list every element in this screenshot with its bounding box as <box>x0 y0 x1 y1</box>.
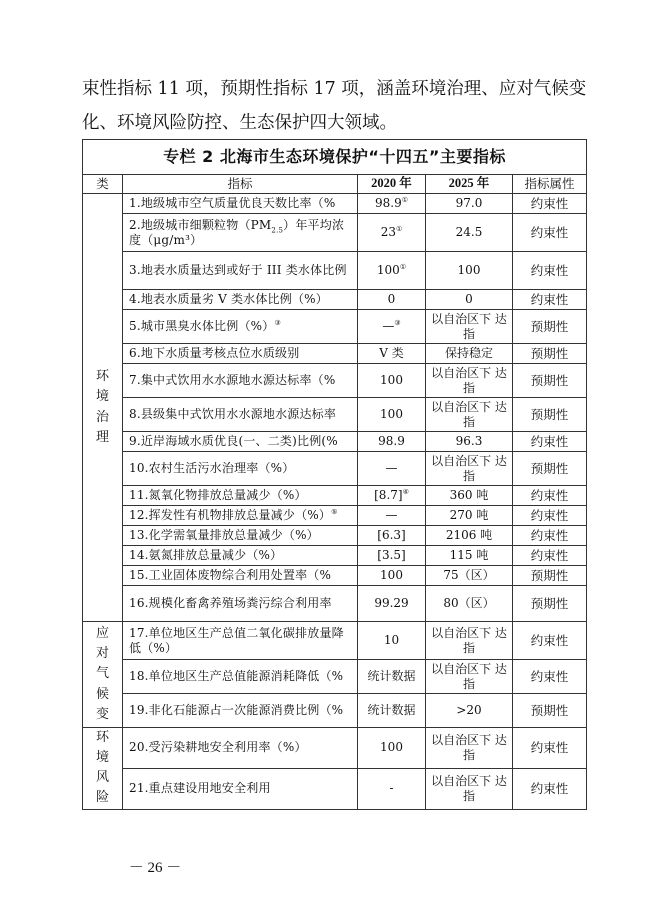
indicator-name-text: 15.工业固体废物综合利用处置率（% <box>129 568 332 582</box>
indicator-name-text: 9.近岸海域水质优良(一、二类)比例(% <box>129 434 338 448</box>
value-2020-text: 统计数据 <box>367 669 416 683</box>
value-2020 <box>358 194 426 214</box>
indicator-attribute: 约束性 <box>513 526 587 546</box>
value-2020-text: 23 <box>380 225 396 239</box>
indicator-name <box>123 586 358 622</box>
value-2025: 24.5 <box>426 214 513 252</box>
indicator-name-text: 14.氨氮排放总量减少（%） <box>129 548 283 562</box>
indicator-attribute: 约束性 <box>513 252 587 290</box>
indicator-name <box>123 252 358 290</box>
value-2025: 0 <box>426 290 513 310</box>
indicator-attribute: 约束性 <box>513 486 587 506</box>
footnote-marker: ① <box>396 225 403 233</box>
header-indicator: 指标 <box>123 175 358 194</box>
value-2025: 100 <box>426 252 513 290</box>
value-2020 <box>358 452 426 486</box>
table-row <box>83 694 587 728</box>
table-row <box>83 310 587 344</box>
value-2025: 75（区） <box>426 566 513 586</box>
indicator-name <box>123 194 358 214</box>
indicator-name <box>123 344 358 364</box>
indicator-name-text: 13.化学需氧量排放总量减少（%） <box>129 528 319 542</box>
value-2020 <box>358 252 426 290</box>
indicator-name <box>123 452 358 486</box>
value-2020 <box>358 694 426 728</box>
value-2020-text: 0 <box>387 292 396 306</box>
value-2020 <box>358 660 426 694</box>
value-2025: >20 <box>426 694 513 728</box>
value-2020-text: 10 <box>383 633 400 647</box>
value-2025: 以自治区下 达指 <box>426 364 513 398</box>
category-label: 环境风险 <box>96 730 110 806</box>
table-row <box>83 586 587 622</box>
indicator-name <box>123 546 358 566</box>
value-2020 <box>358 486 426 506</box>
indicator-attribute: 预期性 <box>513 452 587 486</box>
indicator-attribute: 约束性 <box>513 546 587 566</box>
indicator-attribute: 约束性 <box>513 290 587 310</box>
table-row <box>83 728 587 769</box>
indicator-name-text: 4.地表水质量劣 V 类水体比例（%） <box>129 292 328 306</box>
table-row <box>83 252 587 290</box>
footnote-marker: ① <box>401 196 408 204</box>
indicator-name-tail: ）年平均浓 度（μg/m³） <box>129 217 345 247</box>
value-2025: 以自治区下 达指 <box>426 660 513 694</box>
value-2020-text: 98.9 <box>378 434 405 448</box>
indicator-name <box>123 214 358 252</box>
table-row <box>83 486 587 506</box>
indicator-attribute: 预期性 <box>513 566 587 586</box>
value-2020-text: 100 <box>380 407 403 421</box>
indicator-name-text: 1.地级城市空气质量优良天数比率（% <box>129 196 336 210</box>
category-cell <box>83 728 123 810</box>
header-category: 类 <box>83 175 123 194</box>
value-2020 <box>358 214 426 252</box>
table-row <box>83 526 587 546</box>
category-cell <box>83 622 123 728</box>
indicator-name-text: 20.受污染耕地安全利用率（%） <box>129 740 307 755</box>
indicator-name <box>123 398 358 432</box>
indicator-attribute: 约束性 <box>513 768 587 809</box>
indicator-attribute: 约束性 <box>513 194 587 214</box>
table-row <box>83 432 587 452</box>
table-row <box>83 566 587 586</box>
footnote-marker: ④ <box>402 488 409 496</box>
value-2020 <box>358 546 426 566</box>
category-label: 应对气候变 <box>96 626 110 722</box>
indicator-attribute: 约束性 <box>513 660 587 694</box>
indicator-attribute: 约束性 <box>513 432 587 452</box>
footnote-marker: ① <box>399 263 407 271</box>
value-2025: 保持稳定 <box>426 344 513 364</box>
table-row <box>83 660 587 694</box>
indicator-attribute: 约束性 <box>513 622 587 660</box>
indicator-attribute: 预期性 <box>513 694 587 728</box>
indicator-attribute: 预期性 <box>513 344 587 364</box>
category-label: 环境治理 <box>96 369 110 445</box>
indicator-attribute: 约束性 <box>513 506 587 526</box>
value-2020-text: [8.7] <box>374 488 403 502</box>
indicator-name <box>123 506 358 526</box>
value-2025: 360 吨 <box>426 486 513 506</box>
value-2020 <box>358 310 426 344</box>
indicator-name <box>123 694 358 728</box>
indicator-name-text: 6.地下水质量考核点位水质级别 <box>129 346 300 360</box>
table-row <box>83 506 587 526</box>
indicator-name <box>123 660 358 694</box>
footnote-marker: ③ <box>394 319 401 327</box>
value-2020-text: — <box>385 508 398 522</box>
header-2025: 2025 年 <box>426 175 513 194</box>
table-row <box>83 768 587 809</box>
value-2020 <box>358 290 426 310</box>
value-2025: 以自治区下 达指 <box>426 768 513 809</box>
table-header-row <box>83 175 587 194</box>
value-2020 <box>358 622 426 660</box>
indicator-table <box>82 139 587 810</box>
indicator-name-text: 8.县级集中式饮用水水源地水源达标率 <box>129 407 337 421</box>
indicator-name <box>123 432 358 452</box>
table-row <box>83 398 587 432</box>
value-2025: 115 吨 <box>426 546 513 566</box>
value-2025: 96.3 <box>426 432 513 452</box>
indicator-name-text: 5.城市黑臭水体比例（%） <box>129 319 275 333</box>
value-2020 <box>358 728 426 769</box>
indicator-name <box>123 290 358 310</box>
value-2025: 2106 吨 <box>426 526 513 546</box>
header-attribute: 指标属性 <box>513 175 587 194</box>
category-cell <box>83 194 123 622</box>
value-2020-text: — <box>382 319 395 333</box>
indicator-name <box>123 728 358 769</box>
value-2020-text: 统计数据 <box>367 703 416 717</box>
indicator-attribute: 预期性 <box>513 364 587 398</box>
header-2020: 2020 年 <box>358 175 426 194</box>
value-2020-text: 98.9 <box>375 196 402 210</box>
table-row <box>83 290 587 310</box>
indicator-name <box>123 310 358 344</box>
indicator-attribute: 预期性 <box>513 310 587 344</box>
intro-line-2: 化、环境风险防控、生态保护四大领域。 <box>82 113 397 133</box>
indicator-name-text: 3.地表水质量达到或好于 III 类水体比例 <box>129 263 347 277</box>
value-2020 <box>358 398 426 432</box>
table-row <box>83 622 587 660</box>
indicator-name-text: 19.非化石能源占一次能源消费比例（% <box>129 703 344 717</box>
value-2025: 80（区） <box>426 586 513 622</box>
page-number: － 26 － <box>128 860 182 876</box>
indicator-name-text: 21.重点建设用地安全利用 <box>129 781 271 796</box>
indicator-attribute: 预期性 <box>513 398 587 432</box>
indicator-name-subscript: 2.5 <box>271 225 284 234</box>
table-title: 专栏 2 北海市生态环境保护“十四五”主要指标 <box>83 140 587 175</box>
indicator-name-text: 17.单位地区生产总值二氧化碳排放量降 低（%） <box>129 625 344 655</box>
table-row <box>83 364 587 398</box>
indicator-name <box>123 622 358 660</box>
indicator-attribute: 预期性 <box>513 586 587 622</box>
value-2020 <box>358 526 426 546</box>
value-2020 <box>358 506 426 526</box>
indicator-name-text: 16.规模化畜禽养殖场粪污综合利用率 <box>129 596 332 610</box>
value-2025: 270 吨 <box>426 506 513 526</box>
value-2020 <box>358 364 426 398</box>
value-2020-text: 99.29 <box>374 596 409 610</box>
value-2025: 97.0 <box>426 194 513 214</box>
value-2020 <box>358 566 426 586</box>
value-2025: 以自治区下 达指 <box>426 398 513 432</box>
indicator-name <box>123 566 358 586</box>
value-2025: 以自治区下 达指 <box>426 622 513 660</box>
indicator-name <box>123 526 358 546</box>
value-2020-text: [3.5] <box>377 548 406 562</box>
indicator-name <box>123 364 358 398</box>
value-2020-text: — <box>385 461 398 475</box>
table-row <box>83 194 587 214</box>
value-2020-text: - <box>389 781 394 796</box>
value-2020 <box>358 344 426 364</box>
indicator-name <box>123 768 358 809</box>
value-2020 <box>358 768 426 809</box>
value-2020-text: 100 <box>380 373 403 387</box>
value-2020-text: 100 <box>380 568 403 582</box>
indicator-attribute: 约束性 <box>513 214 587 252</box>
intro-paragraph <box>82 72 602 140</box>
footnote-marker: ⑤ <box>331 508 338 516</box>
value-2020-text: V 类 <box>379 346 404 360</box>
value-2020-text: 100 <box>376 263 400 277</box>
indicator-name-text: 7.集中式饮用水水源地水源达标率（% <box>129 373 336 387</box>
footnote-marker: ③ <box>274 319 281 327</box>
value-2025: 以自治区下 达指 <box>426 310 513 344</box>
table-row <box>83 214 587 252</box>
indicator-name-text: 2.地级城市细颗粒物（PM <box>129 217 272 232</box>
value-2020 <box>358 586 426 622</box>
value-2025: 以自治区下 达指 <box>426 728 513 769</box>
table-row <box>83 452 587 486</box>
value-2020-text: 100 <box>380 740 403 755</box>
value-2025: 以自治区下 达指 <box>426 452 513 486</box>
table-row <box>83 344 587 364</box>
indicator-name-text: 12.挥发性有机物排放总量减少（%） <box>129 508 332 522</box>
indicator-name-text: 11.氮氧化物排放总量减少（%） <box>129 488 307 502</box>
intro-line-1: 束性指标 11 项，预期性指标 17 项，涵盖环境治理、应对气候变 <box>82 79 587 99</box>
indicator-name <box>123 486 358 506</box>
indicator-name-text: 18.单位地区生产总值能源消耗降低（% <box>129 669 344 683</box>
indicator-attribute: 约束性 <box>513 728 587 769</box>
table-row <box>83 546 587 566</box>
indicator-name-text: 10.农村生活污水治理率（%） <box>129 461 295 475</box>
value-2020-text: [6.3] <box>377 528 406 542</box>
value-2020 <box>358 432 426 452</box>
